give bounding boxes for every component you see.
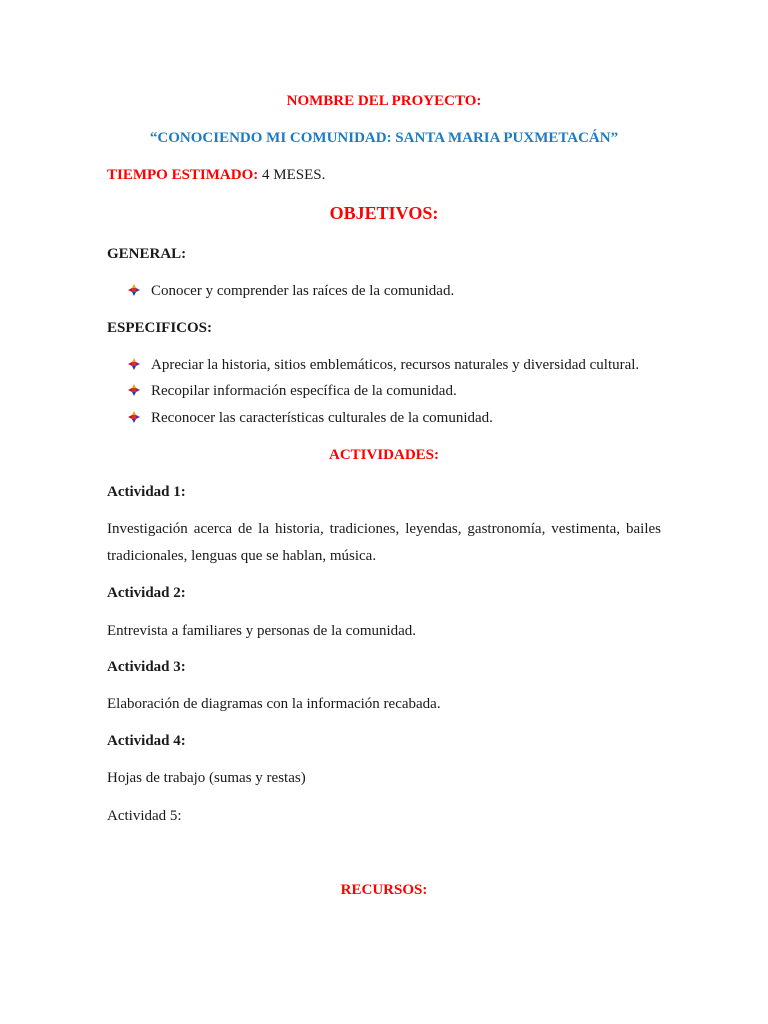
- activity-1-text: [107, 516, 661, 570]
- activity-4-label: Actividad 4:: [107, 733, 186, 749]
- list-item: [128, 408, 661, 428]
- estimated-time: [107, 165, 661, 185]
- activity-1-text-line-2: tradicionales, lenguas que se hablan, música.: [107, 548, 377, 564]
- especifico-item-text: Apreciar la historia, sitios emblemáticos, recursos naturales y diversidad cultural.: [151, 357, 640, 373]
- list-item: [128, 281, 661, 301]
- especificos-label: ESPECIFICOS:: [107, 320, 213, 336]
- estimated-time-label: TIEMPO ESTIMADO:: [107, 167, 259, 183]
- four-color-arrow-bullet-icon: [128, 411, 140, 423]
- resources-heading: RECURSOS:: [340, 882, 428, 898]
- activity-3-text: Elaboración de diagramas con la información recabada.: [107, 696, 441, 712]
- project-name-label: NOMBRE DEL PROYECTO:: [286, 93, 482, 109]
- activity-3-label: Actividad 3:: [107, 659, 186, 675]
- activity-5-label: Actividad 5:: [107, 808, 182, 824]
- list-item: [128, 355, 661, 375]
- four-color-arrow-bullet-icon: [128, 384, 140, 396]
- activity-2-label: Actividad 2:: [107, 585, 186, 601]
- general-item-text: Conocer y comprender las raíces de la comunidad.: [151, 283, 455, 299]
- estimated-time-value: 4 MESES.: [258, 167, 326, 183]
- activity-2-text: Entrevista a familiares y personas de la comunidad.: [107, 623, 417, 639]
- objectives-heading: OBJETIVOS:: [329, 203, 439, 223]
- four-color-arrow-bullet-icon: [128, 358, 140, 370]
- general-label: GENERAL:: [107, 246, 187, 262]
- project-title: “CONOCIENDO MI COMUNIDAD: SANTA MARIA PUXMETACÁN”: [149, 130, 619, 146]
- activity-1-text-line-1: Investigación acerca de la historia, tradiciones, leyendas, gastronomía, vestimenta, bailes: [107, 521, 661, 537]
- activity-4-text: Hojas de trabajo (sumas y restas): [107, 770, 306, 786]
- four-color-arrow-bullet-icon: [128, 284, 140, 296]
- especifico-item-text: Reconocer las características culturales de la comunidad.: [151, 410, 493, 426]
- list-item: [128, 381, 661, 401]
- activities-heading: ACTIVIDADES:: [328, 447, 440, 463]
- especifico-item-text: Recopilar información específica de la comunidad.: [151, 383, 457, 399]
- activity-1-label: Actividad 1:: [107, 484, 186, 500]
